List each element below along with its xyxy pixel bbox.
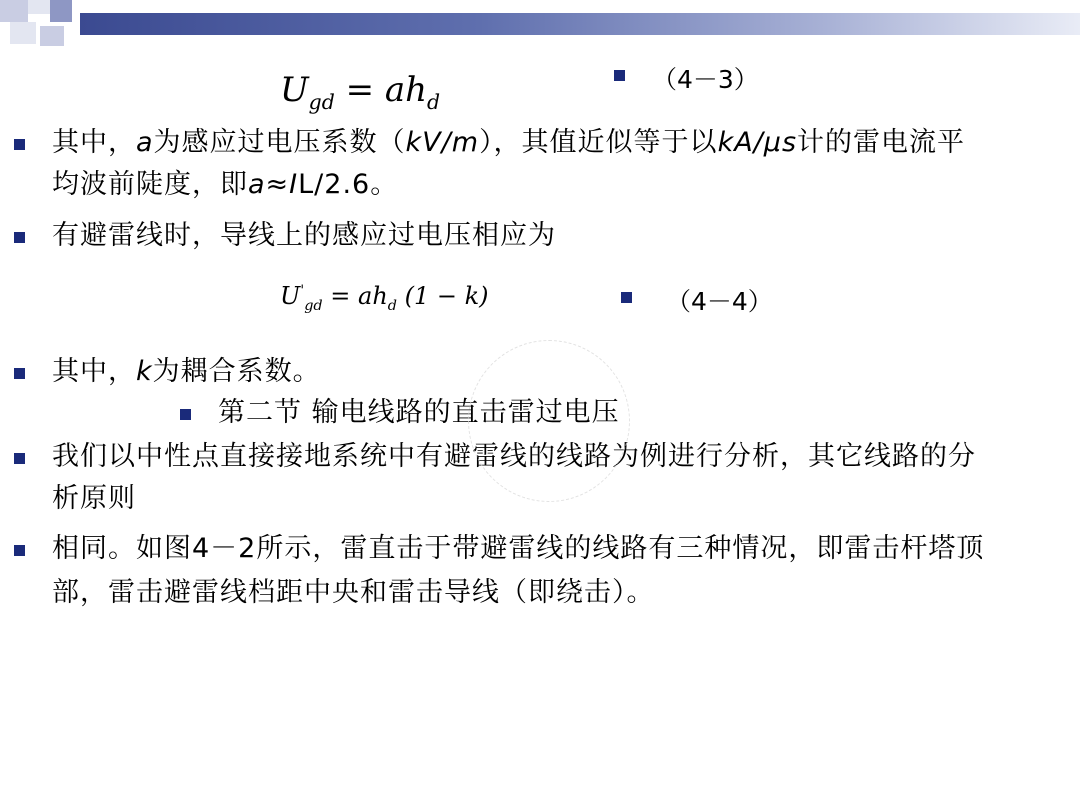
- bullet-icon: [14, 453, 25, 464]
- bullet-icon: [14, 232, 25, 243]
- section-heading: 第二节 输电线路的直击雷过电压: [218, 397, 620, 428]
- paragraph-coefficient-line2: 均波前陡度，即a≈IL/2.6。: [52, 169, 399, 200]
- paragraph-analysis-line2: 析原则: [52, 483, 136, 514]
- paragraph-cases-line1: 相同。如图4－2所示，雷直击于带避雷线的线路有三种情况，即雷击杆塔顶: [52, 533, 985, 564]
- paragraph-analysis-line1: 我们以中性点直接接地系统中有避雷线的线路为例进行分析，其它线路的分: [52, 441, 976, 472]
- paragraph-cases-line2: 部，雷击避雷线档距中央和雷击导线（即绕击）。: [52, 577, 655, 608]
- bullet-icon: [14, 368, 25, 379]
- bullet-icon: [14, 139, 25, 150]
- header-square: [0, 0, 28, 22]
- paragraph-coefficient-line1: 其中，a为感应过电压系数（kV/m），其值近似等于以kA/μs计的雷电流平: [52, 127, 966, 158]
- header-square: [50, 0, 72, 22]
- formula-4-4: $U'_{gd} = ah_d$ (1 − k): [280, 282, 489, 314]
- header-square: [10, 22, 36, 44]
- bullet-icon: [180, 409, 191, 420]
- header-decoration: [0, 0, 1080, 50]
- bullet-icon: [14, 545, 25, 556]
- header-square: [40, 26, 64, 46]
- header-band: [80, 13, 1080, 35]
- watermark-stamp: [468, 340, 630, 502]
- paragraph-coupling: 其中，k为耦合系数。: [52, 356, 321, 387]
- formula-4-3: $U_{gd} = ah_d$: [280, 70, 441, 114]
- equation-label-4-3: （4－3）: [652, 65, 759, 94]
- bullet-icon: [621, 292, 632, 303]
- bullet-icon: [614, 70, 625, 81]
- equation-label-4-4: （4－4）: [666, 287, 773, 316]
- paragraph-with-ground-wire: 有避雷线时，导线上的感应过电压相应为: [52, 220, 556, 251]
- header-square: [28, 0, 50, 14]
